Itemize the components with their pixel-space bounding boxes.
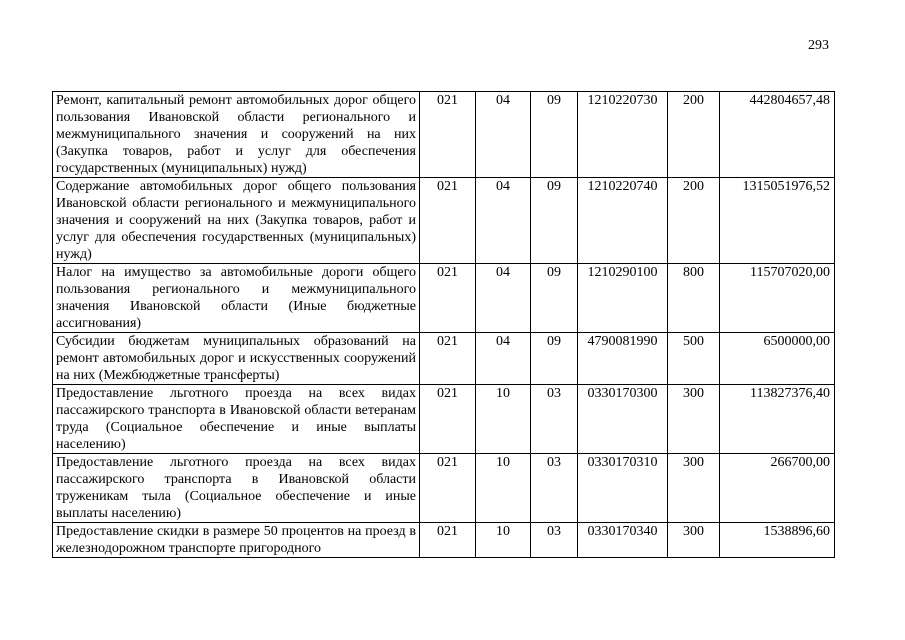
- target-article-code: 1210220740: [578, 178, 668, 264]
- subsection-code: 09: [531, 333, 578, 385]
- expense-type-code: 500: [668, 333, 720, 385]
- expense-type-code: 300: [668, 385, 720, 454]
- target-article-code: 0330170300: [578, 385, 668, 454]
- subsection-code: 09: [531, 178, 578, 264]
- amount: 1538896,60: [720, 523, 835, 558]
- expense-name: Предоставление льготного проезда на всех видах пассажирского транспорта в Ивановской области труженикам тыла (Социальное обеспечение и иные выплаты населению): [53, 454, 420, 523]
- amount: 442804657,48: [720, 92, 835, 178]
- target-article-code: 0330170340: [578, 523, 668, 558]
- page-number: 293: [808, 38, 829, 53]
- subsection-code: 03: [531, 523, 578, 558]
- expense-name: Предоставление льготного проезда на всех видах пассажирского транспорта в Ивановской области ветеранам труда (Социальное обеспечение и иные выплаты населению): [53, 385, 420, 454]
- expense-type-code: 200: [668, 92, 720, 178]
- ministry-code: 021: [420, 178, 476, 264]
- table-row: [53, 523, 835, 558]
- ministry-code: 021: [420, 333, 476, 385]
- section-code: 04: [476, 264, 531, 333]
- expense-name: Субсидии бюджетам муниципальных образований на ремонт автомобильных дорог и искусственных сооружений на них (Межбюджетные трансферты): [53, 333, 420, 385]
- ministry-code: 021: [420, 385, 476, 454]
- table-row: [53, 333, 835, 385]
- section-code: 10: [476, 523, 531, 558]
- table-row: [53, 92, 835, 178]
- expense-name: Налог на имущество за автомобильные дороги общего пользования регионального и межмуниципального значения Ивановской области (Иные бюджетные ассигнования): [53, 264, 420, 333]
- amount: 6500000,00: [720, 333, 835, 385]
- subsection-code: 03: [531, 454, 578, 523]
- section-code: 04: [476, 178, 531, 264]
- table-row: [53, 264, 835, 333]
- amount: 115707020,00: [720, 264, 835, 333]
- subsection-code: 09: [531, 92, 578, 178]
- ministry-code: 021: [420, 523, 476, 558]
- target-article-code: 1210290100: [578, 264, 668, 333]
- amount: 113827376,40: [720, 385, 835, 454]
- ministry-code: 021: [420, 92, 476, 178]
- expense-name: Ремонт, капитальный ремонт автомобильных дорог общего пользования Ивановской области регионального и межмуниципального значения и сооружений на них (Закупка товаров, работ и услуг для обеспечения государственных (муниципальных) нужд): [53, 92, 420, 178]
- section-code: 10: [476, 454, 531, 523]
- subsection-code: 09: [531, 264, 578, 333]
- section-code: 04: [476, 92, 531, 178]
- subsection-code: 03: [531, 385, 578, 454]
- amount: 1315051976,52: [720, 178, 835, 264]
- expense-type-code: 800: [668, 264, 720, 333]
- expense-name: Содержание автомобильных дорог общего пользования Ивановской области регионального и межмуниципального значения и сооружений на них (Закупка товаров, работ и услуг для обеспечения государственных (муниципальных) нужд): [53, 178, 420, 264]
- section-code: 10: [476, 385, 531, 454]
- table-row: [53, 178, 835, 264]
- target-article-code: 1210220730: [578, 92, 668, 178]
- expense-type-code: 300: [668, 523, 720, 558]
- amount: 266700,00: [720, 454, 835, 523]
- table-row: [53, 454, 835, 523]
- expense-type-code: 200: [668, 178, 720, 264]
- ministry-code: 021: [420, 454, 476, 523]
- target-article-code: 4790081990: [578, 333, 668, 385]
- ministry-code: 021: [420, 264, 476, 333]
- table-row: [53, 385, 835, 454]
- expense-name: Предоставление скидки в размере 50 процентов на проезд в железнодорожном транспорте пригородного: [53, 523, 420, 558]
- budget-table: [52, 91, 835, 558]
- section-code: 04: [476, 333, 531, 385]
- expense-type-code: 300: [668, 454, 720, 523]
- target-article-code: 0330170310: [578, 454, 668, 523]
